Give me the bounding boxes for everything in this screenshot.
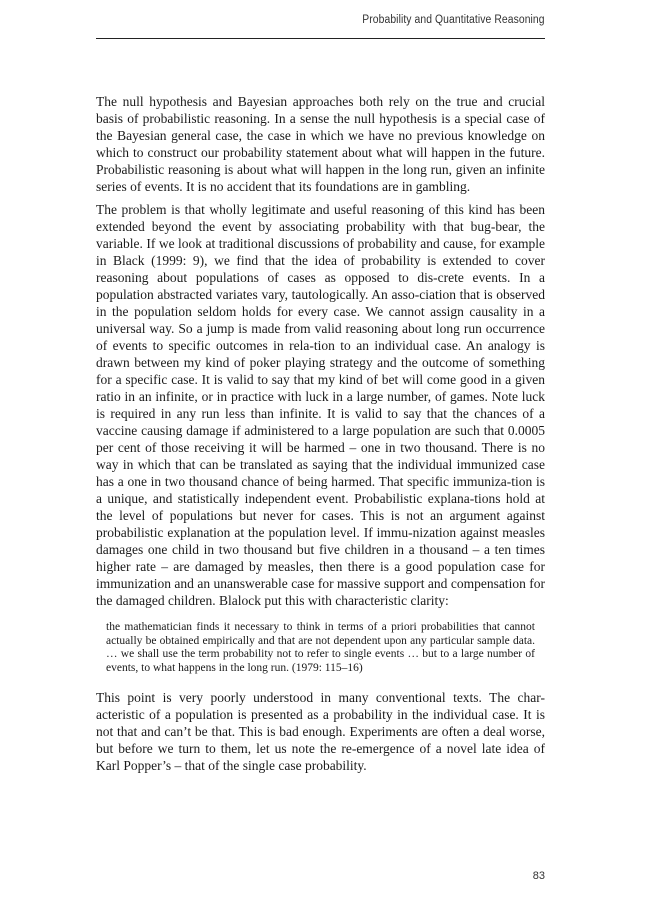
paragraph-2: The problem is that wholly legitimate and useful reasoning of this kind has been extended beyond the event by associating probability with that bug-bear, the variable. If we look at traditional discussions of probability and cause, for example in Black (1999: 9), we find that the idea of probability is extended to cover reasoning about populations of cases as opposed to dis-crete events. In a population abstracted variates vary, tautologically. An asso-ciation that is observed in the population seldom holds for every case. We cannot assign causality in a universal way. So a jump is made from valid reasoning about long run occurrence of events to specific outcomes in rela-tion to an individual case. An analogy is drawn between my kind of poker playing strategy and the outcome of something for a specific case. It is valid to say that my kind of bet will come good in a given ratio in an infinite, or in practice with luck in a large number, of games. Note luck is required in any run less than infinite. It is valid to say that the chances of a vaccine causing damage if administered to a large population are such that 0.0005 per cent of those receiving it will be harmed – one in two thousand. There is no way in which that can be translated as saying that the individual immunized case has a one in two thousand chance of being harmed. That specific immuniza-tion is a unique, and statistically independent event. Probabilistic explana-tions hold at the level of populations but never for cases. This is not an argument against probabilistic explanation at the population level. If immu-nization against measles damages one child in two thousand but five children in a thousand – a ten times higher rate – are damaged by measles, then there is a good population case for immunization and an unanswerable case for massive support and compensation for the damaged children. Blalock put this with characteristic clarity: <box>96 202 545 608</box>
header-rule <box>96 38 545 39</box>
block-quote: the mathematician finds it necessary to think in terms of a priori probabilities that cannot actually be obtained empirically and that are not dependent upon any particular sample data. … we shall use the term probability not to refer to single events … but to a large number of events, to what happens in the long run. (1979: 115–16) <box>106 621 535 674</box>
running-head: Probability and Quantitative Reasoning <box>362 14 545 26</box>
page-number: 83 <box>532 870 545 882</box>
paragraph-1: The null hypothesis and Bayesian approaches both rely on the true and crucial basis of probabilistic reasoning. In a sense the null hypothesis is a special case of the Bayesian general case, the case in which we have no previous knowledge on which to construct our probability statement about what will happen in the future. Probabilistic reasoning is about what will happen in the long run, given an infinite series of events. It is no accident that its foundations are in gambling. <box>96 94 545 194</box>
body-text <box>96 93 545 780</box>
paragraph-3: This point is very poorly understood in many conventional texts. The char-acteristic of a population is presented as a probability in the individual case. It is not that and can’t be that. This is bad enough. Experiments are often a deal worse, but before we turn to them, let us note the re-emergence of a novel late idea of Karl Popper’s – that of the single case probability. <box>96 690 545 773</box>
